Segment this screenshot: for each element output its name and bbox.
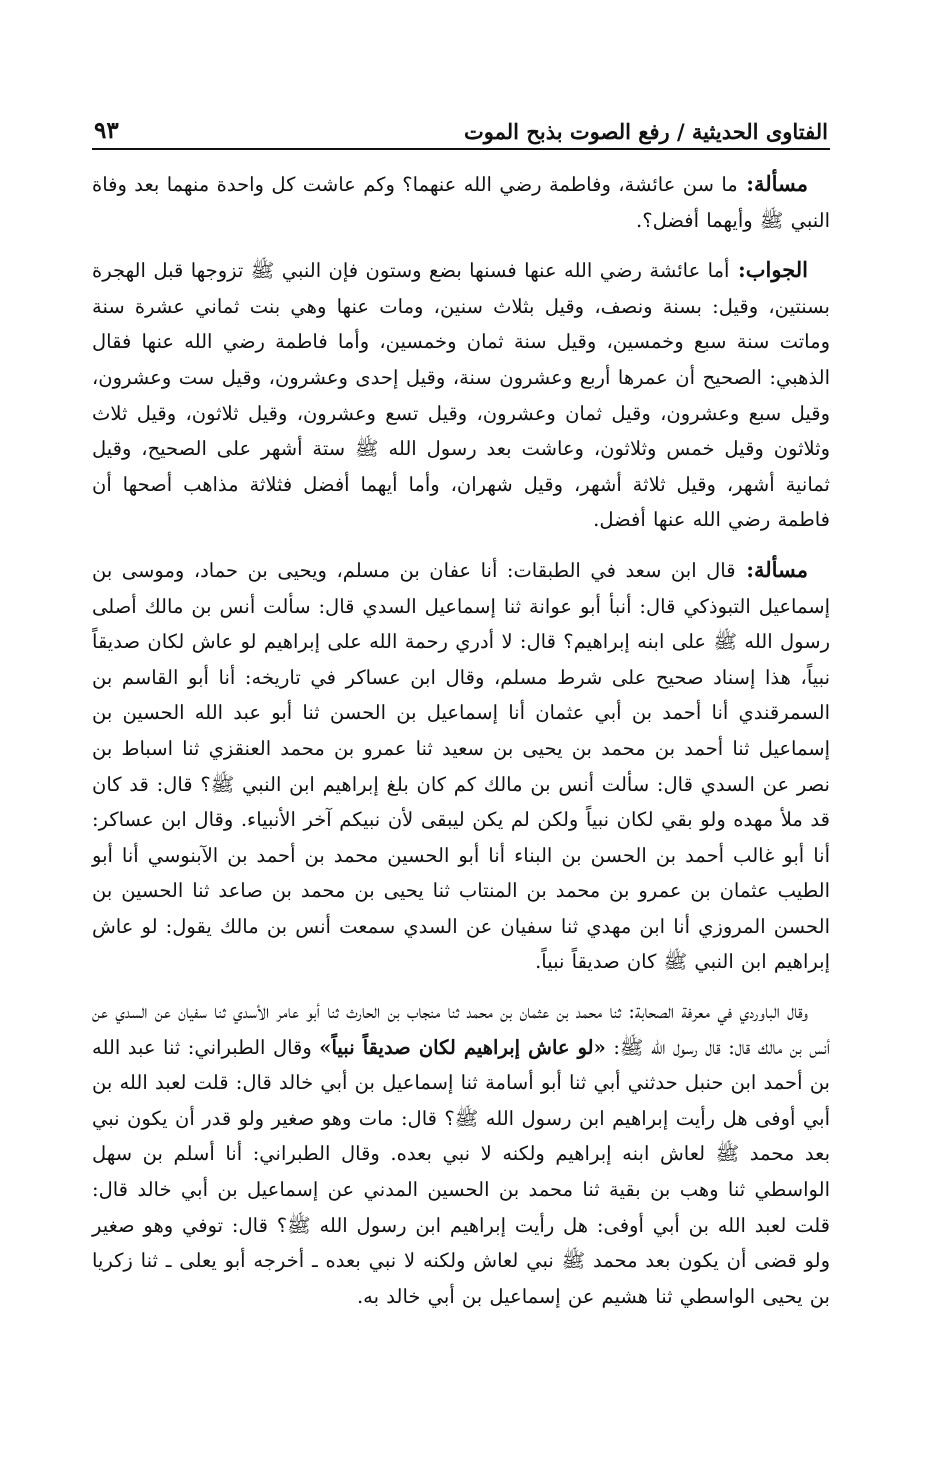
question-label: مسألة: (737, 171, 808, 196)
paragraph-answer-1 (92, 252, 830, 538)
paragraph-question-1 (92, 166, 830, 238)
paragraph-text: وقال الطبراني: ثنا عبد الله بن أحمد ابن حنبل حدثني أبي ثنا أبو أسامة ثنا إسماعيل بن أبي خالد قال: قلت لعبد الله بن أبي أوفى هل رأيت إبراهيم ابن رسول الله ﷺ؟ قال: مات وهو صغير ولو قدر أن يكون نبي بعد محمد ﷺ لعاش ابنه إبراهيم ولكنه لا نبي بعده. وقال الطبراني: أنا أسلم بن سهل الواسطي ثنا وهب بن بقية ثنا محمد بن الحسين المدني عن إسماعيل بن أبي خالد قال: قلت لعبد الله بن أبي أوفى: هل رأيت إبراهيم ابن رسول الله ﷺ؟ قال: توفي وهو صغير ولو قضى أن يكون بعد محمد ﷺ نبي لعاش ولكنه لا نبي بعده ـ أخرجه أبو يعلى ـ ثنا زكريا بن يحيى الواسطي ثنا هشيم عن إسماعيل بن أبي خالد به. (92, 1035, 830, 1308)
paragraph-text: ما سن عائشة، وفاطمة رضي الله عنهما؟ وكم عاشت كل واحدة منهما بعد وفاة النبي ﷺ وأيهما أفضل؟. (92, 173, 830, 232)
body-text (92, 166, 830, 1314)
question-label: مسألة: (735, 556, 808, 582)
answer-label: الجواب: (729, 257, 808, 283)
paragraph-text: وقال الباوردي في معرفة الصحابة: ثنا محمد بن عثمان بن محمد ثنا منجاب بن الحارث ثنا أبو عامر الأسدي ثنا سفيان عن السدي عن أنس بن مالك قال: قال رسول الله ﷺ: (92, 1000, 830, 1059)
running-header (92, 108, 830, 150)
running-title: الفتاوى الحديثية / رفع الصوت بذبح الموت (464, 119, 828, 144)
paragraph-narration (92, 994, 830, 1314)
paragraph-text: أما عائشة رضي الله عنها فسنها بضع وستون فإن النبي ﷺ تزوجها قبل الهجرة بسنتين، وقيل: بسنة ونصف، وقيل بثلاث سنين، ومات عنها وهي بنت ثماني عشرة سنة وماتت سنة سبع وخمسين، وقيل سنة ثمان وخمسين، وأما فاطمة رضي الله عنها فقال الذهبي: الصحيح أن عمرها أربع وعشرون سنة، وقيل إحدى وعشرون، وقيل ست وعشرون، وقيل سبع وعشرون، وقيل ثمان وعشرون، وقيل تسع وعشرون، وقيل ثلاثون، وقيل ثلاث وثلاثون وقيل خمس وثلاثون، وعاشت بعد رسول الله ﷺ ستة أشهر على الصحيح، وقيل ثمانية أشهر، وقيل ثلاثة أشهر، وقيل شهران، وأما أيهما أفضل فثلاثة مذاهب أصحها أن فاطمة رضي الله عنها أفضل. (92, 259, 830, 532)
paragraph-question-2 (92, 552, 830, 980)
document-page (92, 108, 830, 1328)
hadith-quote: «لو عاش إبراهيم لكان صديقاً نبياً» (319, 1035, 606, 1059)
page-number: ٩٣ (94, 117, 119, 144)
paragraph-text: قال ابن سعد في الطبقات: أنا عفان بن مسلم، ويحيى بن حماد، وموسى بن إسماعيل التبوذكي قال: أنبأ أبو عوانة ثنا إسماعيل السدي قال: سألت أنس بن مالك أصلى رسول الله ﷺ على ابنه إبراهيم؟ قال: لا أدري رحمة الله على إبراهيم لو عاش لكان صديقاً نبياً، هذا إسناد صحيح على شرط مسلم، وقال ابن عساكر في تاريخه: أنا أبو القاسم بن السمرقندي أنا أحمد بن أبي عثمان أنا إسماعيل بن الحسن ثنا أبو عبد الله الحسين بن إسماعيل ثنا أحمد بن محمد بن يحيى بن سعيد ثنا عمرو بن محمد العنقزي ثنا اسباط بن نصر عن السدي قال: سألت أنس بن مالك كم كان بلغ إبراهيم ابن النبي ﷺ؟ قال: قد كان قد ملأ مهده ولو بقي لكان نبياً ولكن لم يكن ليبقى لأن نبيكم آخر الأنبياء. وقال ابن عساكر: أنا أبو غالب أحمد بن الحسن بن البناء أنا أبو الحسين محمد بن أحمد بن الآبنوسي أنا أبو الطيب عثمان بن عمرو بن محمد بن المنتاب ثنا يحيى بن محمد بن صاعد ثنا الحسين بن الحسن المروزي أنا ابن مهدي ثنا سفيان عن السدي سمعت أنس بن مالك يقول: لو عاش إبراهيم ابن النبي ﷺ كان صديقاً نبياً. (92, 558, 830, 974)
